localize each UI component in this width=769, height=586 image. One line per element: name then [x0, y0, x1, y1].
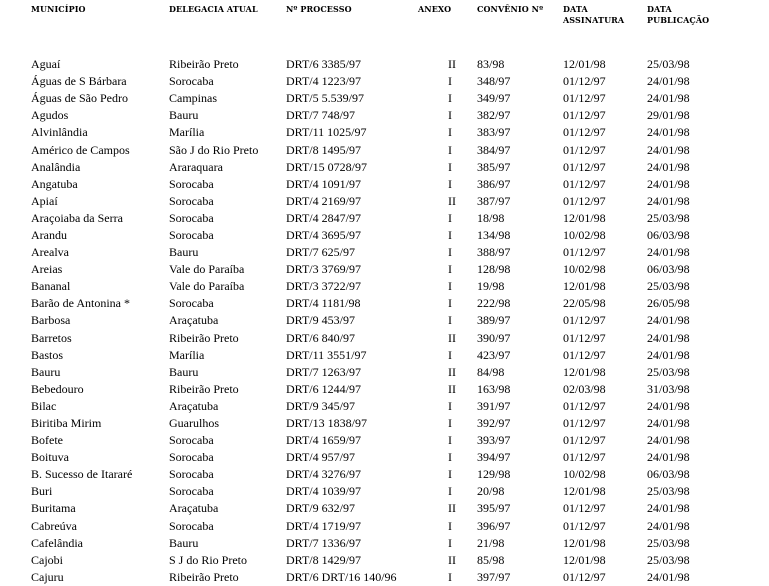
cell-delegacia: Bauru — [169, 364, 199, 379]
header-delegacia: DELEGACIA ATUAL — [169, 4, 258, 14]
cell-data-assinatura: 01/12/97 — [563, 501, 606, 516]
table-row — [0, 278, 767, 295]
row-margin — [0, 518, 31, 535]
row-margin — [0, 347, 31, 364]
cell-processo: DRT/3 3769/97 — [286, 262, 361, 277]
cell-data-assinatura: 12/01/98 — [563, 57, 606, 72]
cell-data-publicacao: 26/05/98 — [647, 296, 690, 311]
cell-data-publicacao: 24/01/98 — [647, 125, 690, 140]
cell-processo: DRT/15 0728/97 — [286, 159, 367, 174]
cell-convenio: 83/98 — [477, 57, 505, 72]
cell-data-assinatura: 12/01/98 — [563, 364, 606, 379]
cell-data-publicacao: 25/03/98 — [647, 364, 690, 379]
row-margin — [0, 141, 31, 158]
table-row — [0, 364, 767, 381]
cell-data-publicacao: 25/03/98 — [647, 552, 690, 567]
cell-delegacia: Araraquara — [169, 159, 223, 174]
cell-processo: DRT/6 DRT/16 140/96 — [286, 569, 397, 584]
table-row — [0, 90, 767, 107]
table-row — [0, 159, 767, 176]
header-data-publicacao — [647, 4, 709, 26]
cell-data-publicacao: 24/01/98 — [647, 433, 690, 448]
cell-delegacia: São J do Rio Preto — [169, 142, 259, 157]
cell-processo: DRT/11 3551/97 — [286, 347, 367, 362]
cell-processo: DRT/11 1025/97 — [286, 125, 367, 140]
cell-data-publicacao: 06/03/98 — [647, 262, 690, 277]
cell-data-assinatura: 01/12/97 — [563, 330, 606, 345]
table-row — [0, 535, 767, 552]
convenios-table — [0, 56, 767, 586]
table-row — [0, 500, 767, 517]
row-margin — [0, 295, 31, 312]
cell-municipio: Buritama — [31, 501, 76, 516]
cell-anexo: I — [448, 210, 452, 225]
table-row — [0, 552, 767, 569]
cell-data-publicacao: 24/01/98 — [647, 74, 690, 89]
cell-data-assinatura: 01/12/97 — [563, 347, 606, 362]
cell-anexo: II — [448, 501, 456, 516]
cell-anexo: I — [448, 279, 452, 294]
row-margin — [0, 552, 31, 569]
row-margin — [0, 278, 31, 295]
row-margin — [0, 159, 31, 176]
cell-convenio: 386/97 — [477, 176, 511, 191]
row-margin — [0, 381, 31, 398]
cell-municipio: Cabreúva — [31, 518, 77, 533]
row-margin — [0, 330, 31, 347]
cell-delegacia: Sorocaba — [169, 74, 214, 89]
cell-municipio: Analândia — [31, 159, 81, 174]
cell-processo: DRT/8 1495/97 — [286, 142, 361, 157]
cell-convenio: 382/97 — [477, 108, 511, 123]
cell-anexo: I — [448, 313, 452, 328]
cell-anexo: I — [448, 91, 452, 106]
cell-convenio: 128/98 — [477, 262, 511, 277]
cell-data-assinatura: 01/12/97 — [563, 416, 606, 431]
cell-convenio: 394/97 — [477, 450, 511, 465]
cell-data-publicacao: 24/01/98 — [647, 91, 690, 106]
cell-anexo: I — [448, 484, 452, 499]
cell-convenio: 423/97 — [477, 347, 511, 362]
cell-convenio: 85/98 — [477, 552, 505, 567]
cell-convenio: 163/98 — [477, 381, 511, 396]
cell-processo: DRT/13 1838/97 — [286, 416, 367, 431]
row-margin — [0, 312, 31, 329]
cell-delegacia: Araçatuba — [169, 501, 219, 516]
cell-processo: DRT/5 5.539/97 — [286, 91, 364, 106]
cell-data-assinatura: 10/02/98 — [563, 467, 606, 482]
cell-data-assinatura: 01/12/97 — [563, 518, 606, 533]
header-municipio: MUNICÍPIO — [31, 4, 86, 14]
cell-municipio: Biritiba Mirim — [31, 416, 102, 431]
cell-delegacia: Bauru — [169, 108, 199, 123]
cell-anexo: I — [448, 159, 452, 174]
cell-municipio: Bastos — [31, 347, 64, 362]
header-data-assinatura — [563, 4, 624, 26]
table-row — [0, 312, 767, 329]
header-anexo: ANEXO — [418, 4, 452, 14]
cell-municipio: Américo de Campos — [31, 142, 130, 157]
cell-convenio: 390/97 — [477, 330, 511, 345]
cell-anexo: I — [448, 433, 452, 448]
cell-data-assinatura: 01/12/97 — [563, 108, 606, 123]
cell-delegacia: Bauru — [169, 535, 199, 550]
cell-anexo: I — [448, 176, 452, 191]
header-processo: Nº PROCESSO — [286, 4, 352, 14]
cell-municipio: Bofete — [31, 433, 63, 448]
table-row — [0, 295, 767, 312]
table-row — [0, 261, 767, 278]
cell-anexo: I — [448, 125, 452, 140]
cell-municipio: Aguaí — [31, 57, 61, 72]
table-row — [0, 56, 767, 73]
cell-processo: DRT/4 3276/97 — [286, 467, 361, 482]
cell-anexo: I — [448, 398, 452, 413]
cell-municipio: Apiaí — [31, 193, 58, 208]
table-row — [0, 449, 767, 466]
cell-municipio: Araçoiaba da Serra — [31, 210, 123, 225]
cell-convenio: 384/97 — [477, 142, 511, 157]
cell-data-publicacao: 06/03/98 — [647, 227, 690, 242]
cell-data-assinatura: 01/12/97 — [563, 398, 606, 413]
cell-convenio: 388/97 — [477, 245, 511, 260]
row-margin — [0, 398, 31, 415]
cell-municipio: Bananal — [31, 279, 71, 294]
cell-data-assinatura: 01/12/97 — [563, 176, 606, 191]
cell-processo: DRT/8 1429/97 — [286, 552, 361, 567]
row-margin — [0, 244, 31, 261]
cell-data-publicacao: 24/01/98 — [647, 142, 690, 157]
cell-municipio: Areias — [31, 262, 63, 277]
cell-data-assinatura: 01/12/97 — [563, 245, 606, 260]
cell-processo: DRT/4 1181/98 — [286, 296, 361, 311]
cell-convenio: 19/98 — [477, 279, 505, 294]
table-row — [0, 415, 767, 432]
cell-municipio: Angatuba — [31, 176, 78, 191]
table-row — [0, 124, 767, 141]
cell-processo: DRT/4 3695/97 — [286, 227, 361, 242]
cell-anexo: I — [448, 262, 452, 277]
cell-data-publicacao: 24/01/98 — [647, 347, 690, 362]
cell-data-assinatura: 01/12/97 — [563, 569, 606, 584]
cell-convenio: 383/97 — [477, 125, 511, 140]
cell-data-publicacao: 25/03/98 — [647, 535, 690, 550]
cell-data-assinatura: 01/12/97 — [563, 142, 606, 157]
table-row — [0, 244, 767, 261]
header-publicacao-line2: PUBLICAÇÃO — [647, 15, 710, 25]
cell-municipio: Águas de São Pedro — [31, 91, 128, 106]
cell-data-publicacao: 25/03/98 — [647, 57, 690, 72]
cell-data-assinatura: 01/12/97 — [563, 74, 606, 89]
cell-municipio: Barão de Antonina * — [31, 296, 130, 311]
cell-anexo: I — [448, 347, 452, 362]
cell-delegacia: Ribeirão Preto — [169, 330, 239, 345]
row-margin — [0, 449, 31, 466]
cell-delegacia: Sorocaba — [169, 450, 214, 465]
table-row — [0, 347, 767, 364]
cell-data-publicacao: 24/01/98 — [647, 313, 690, 328]
cell-municipio: Bauru — [31, 364, 61, 379]
cell-delegacia: Sorocaba — [169, 210, 214, 225]
cell-convenio: 129/98 — [477, 467, 511, 482]
cell-anexo: II — [448, 193, 456, 208]
table-row — [0, 518, 767, 535]
row-margin — [0, 176, 31, 193]
cell-delegacia: Sorocaba — [169, 176, 214, 191]
cell-convenio: 389/97 — [477, 313, 511, 328]
cell-anexo: I — [448, 108, 452, 123]
cell-data-publicacao: 24/01/98 — [647, 518, 690, 533]
cell-anexo: I — [448, 569, 452, 584]
header-assinatura-line2: ASSINATURA — [563, 15, 625, 25]
cell-delegacia: Araçatuba — [169, 398, 219, 413]
cell-convenio: 84/98 — [477, 364, 505, 379]
cell-convenio: 392/97 — [477, 416, 511, 431]
cell-delegacia: Vale do Paraíba — [169, 262, 245, 277]
cell-convenio: 397/97 — [477, 569, 511, 584]
row-margin — [0, 432, 31, 449]
cell-anexo: I — [448, 245, 452, 260]
table-row — [0, 330, 767, 347]
cell-municipio: Cafelândia — [31, 535, 83, 550]
cell-data-publicacao: 24/01/98 — [647, 416, 690, 431]
cell-convenio: 387/97 — [477, 193, 511, 208]
cell-convenio: 385/97 — [477, 159, 511, 174]
row-margin — [0, 364, 31, 381]
cell-data-publicacao: 24/01/98 — [647, 193, 690, 208]
row-margin — [0, 73, 31, 90]
cell-municipio: Bebedouro — [31, 381, 84, 396]
cell-anexo: I — [448, 535, 452, 550]
cell-delegacia: S J do Rio Preto — [169, 552, 248, 567]
cell-convenio: 348/97 — [477, 74, 511, 89]
cell-delegacia: Guarulhos — [169, 416, 219, 431]
cell-data-assinatura: 12/01/98 — [563, 279, 606, 294]
cell-delegacia: Sorocaba — [169, 518, 214, 533]
cell-data-publicacao: 24/01/98 — [647, 450, 690, 465]
table-row — [0, 141, 767, 158]
cell-data-publicacao: 24/01/98 — [647, 159, 690, 174]
cell-processo: DRT/4 1659/97 — [286, 433, 361, 448]
cell-processo: DRT/7 748/97 — [286, 108, 355, 123]
table-row — [0, 107, 767, 124]
row-margin — [0, 193, 31, 210]
cell-municipio: Agudos — [31, 108, 69, 123]
cell-data-publicacao: 24/01/98 — [647, 176, 690, 191]
cell-processo: DRT/3 3722/97 — [286, 279, 361, 294]
cell-delegacia: Araçatuba — [169, 313, 219, 328]
cell-anexo: I — [448, 518, 452, 533]
cell-municipio: Cajuru — [31, 569, 64, 584]
row-margin — [0, 483, 31, 500]
cell-data-assinatura: 01/12/97 — [563, 125, 606, 140]
cell-municipio: Boituva — [31, 450, 69, 465]
convenios-table-body — [0, 56, 767, 586]
cell-convenio: 349/97 — [477, 91, 511, 106]
row-margin — [0, 500, 31, 517]
cell-delegacia: Sorocaba — [169, 433, 214, 448]
cell-data-publicacao: 24/01/98 — [647, 398, 690, 413]
cell-data-assinatura: 01/12/97 — [563, 450, 606, 465]
cell-data-publicacao: 24/01/98 — [647, 330, 690, 345]
cell-data-publicacao: 24/01/98 — [647, 245, 690, 260]
cell-data-publicacao: 29/01/98 — [647, 108, 690, 123]
row-margin — [0, 535, 31, 552]
cell-municipio: Barbosa — [31, 313, 71, 328]
cell-processo: DRT/9 632/97 — [286, 501, 355, 516]
cell-convenio: 396/97 — [477, 518, 511, 533]
cell-municipio: Arealva — [31, 245, 69, 260]
cell-anexo: I — [448, 74, 452, 89]
cell-delegacia: Ribeirão Preto — [169, 569, 239, 584]
cell-convenio: 395/97 — [477, 501, 511, 516]
cell-delegacia: Sorocaba — [169, 193, 214, 208]
header-assinatura-line1: DATA — [563, 4, 588, 14]
table-row — [0, 176, 767, 193]
cell-anexo: II — [448, 364, 456, 379]
cell-convenio: 222/98 — [477, 296, 511, 311]
cell-delegacia: Marília — [169, 347, 205, 362]
cell-delegacia: Ribeirão Preto — [169, 57, 239, 72]
cell-processo: DRT/4 2847/97 — [286, 210, 361, 225]
row-margin — [0, 227, 31, 244]
cell-anexo: II — [448, 330, 456, 345]
cell-data-assinatura: 12/01/98 — [563, 210, 606, 225]
row-margin — [0, 90, 31, 107]
cell-processo: DRT/7 625/97 — [286, 245, 355, 260]
cell-delegacia: Sorocaba — [169, 227, 214, 242]
cell-data-publicacao: 24/01/98 — [647, 569, 690, 584]
cell-processo: DRT/7 1263/97 — [286, 364, 361, 379]
cell-processo: DRT/4 1223/97 — [286, 74, 361, 89]
row-margin — [0, 415, 31, 432]
table-row — [0, 466, 767, 483]
table-row — [0, 569, 767, 586]
table-row — [0, 73, 767, 90]
cell-anexo: I — [448, 416, 452, 431]
cell-delegacia: Sorocaba — [169, 484, 214, 499]
cell-anexo: II — [448, 552, 456, 567]
cell-data-assinatura: 22/05/98 — [563, 296, 606, 311]
cell-municipio: Cajobi — [31, 552, 63, 567]
table-row — [0, 227, 767, 244]
cell-data-assinatura: 01/12/97 — [563, 159, 606, 174]
table-row — [0, 210, 767, 227]
cell-anexo: II — [448, 57, 456, 72]
cell-data-assinatura: 01/12/97 — [563, 433, 606, 448]
cell-anexo: I — [448, 467, 452, 482]
cell-delegacia: Ribeirão Preto — [169, 381, 239, 396]
cell-data-assinatura: 12/01/98 — [563, 552, 606, 567]
cell-municipio: B. Sucesso de Itararé — [31, 467, 133, 482]
cell-anexo: I — [448, 227, 452, 242]
cell-data-publicacao: 06/03/98 — [647, 467, 690, 482]
cell-data-assinatura: 01/12/97 — [563, 193, 606, 208]
cell-data-publicacao: 25/03/98 — [647, 210, 690, 225]
cell-processo: DRT/4 1719/97 — [286, 518, 361, 533]
cell-municipio: Buri — [31, 484, 53, 499]
header-convenio: CONVÊNIO Nº — [477, 4, 544, 14]
cell-processo: DRT/4 1039/97 — [286, 484, 361, 499]
cell-data-assinatura: 12/01/98 — [563, 484, 606, 499]
cell-data-assinatura: 10/02/98 — [563, 262, 606, 277]
cell-processo: DRT/9 345/97 — [286, 398, 355, 413]
cell-anexo: I — [448, 296, 452, 311]
cell-processo: DRT/4 2169/97 — [286, 193, 361, 208]
cell-processo: DRT/6 3385/97 — [286, 57, 361, 72]
cell-delegacia: Vale do Paraíba — [169, 279, 245, 294]
cell-anexo: II — [448, 381, 456, 396]
cell-municipio: Bilac — [31, 398, 57, 413]
cell-municipio: Barretos — [31, 330, 72, 345]
cell-anexo: I — [448, 450, 452, 465]
cell-data-assinatura: 01/12/97 — [563, 91, 606, 106]
cell-processo: DRT/6 1244/97 — [286, 381, 361, 396]
cell-data-publicacao: 24/01/98 — [647, 501, 690, 516]
row-margin — [0, 210, 31, 227]
row-margin — [0, 466, 31, 483]
row-margin — [0, 56, 31, 73]
cell-convenio: 21/98 — [477, 535, 505, 550]
cell-data-publicacao: 25/03/98 — [647, 279, 690, 294]
cell-data-publicacao: 31/03/98 — [647, 381, 690, 396]
row-margin — [0, 124, 31, 141]
cell-processo: DRT/4 957/97 — [286, 450, 355, 465]
table-row — [0, 193, 767, 210]
cell-processo: DRT/6 840/97 — [286, 330, 355, 345]
cell-delegacia: Sorocaba — [169, 467, 214, 482]
cell-delegacia: Campinas — [169, 91, 217, 106]
cell-convenio: 20/98 — [477, 484, 505, 499]
cell-data-assinatura: 10/02/98 — [563, 227, 606, 242]
cell-processo: DRT/7 1336/97 — [286, 535, 361, 550]
cell-data-assinatura: 02/03/98 — [563, 381, 606, 396]
row-margin — [0, 107, 31, 124]
cell-municipio: Arandu — [31, 227, 67, 242]
cell-data-publicacao: 25/03/98 — [647, 484, 690, 499]
table-row — [0, 381, 767, 398]
cell-convenio: 18/98 — [477, 210, 505, 225]
cell-municipio: Águas de S Bárbara — [31, 74, 127, 89]
row-margin — [0, 261, 31, 278]
cell-delegacia: Marília — [169, 125, 205, 140]
cell-municipio: Alvinlândia — [31, 125, 88, 140]
row-margin — [0, 569, 31, 586]
cell-data-assinatura: 01/12/97 — [563, 313, 606, 328]
cell-processo: DRT/4 1091/97 — [286, 176, 361, 191]
cell-delegacia: Sorocaba — [169, 296, 214, 311]
cell-processo: DRT/9 453/97 — [286, 313, 355, 328]
cell-delegacia: Bauru — [169, 245, 199, 260]
cell-anexo: I — [448, 142, 452, 157]
cell-data-assinatura: 12/01/98 — [563, 535, 606, 550]
header-publicacao-line1: DATA — [647, 4, 672, 14]
cell-convenio: 134/98 — [477, 227, 511, 242]
table-row — [0, 432, 767, 449]
cell-convenio: 393/97 — [477, 433, 511, 448]
cell-convenio: 391/97 — [477, 398, 511, 413]
table-row — [0, 398, 767, 415]
table-row — [0, 483, 767, 500]
